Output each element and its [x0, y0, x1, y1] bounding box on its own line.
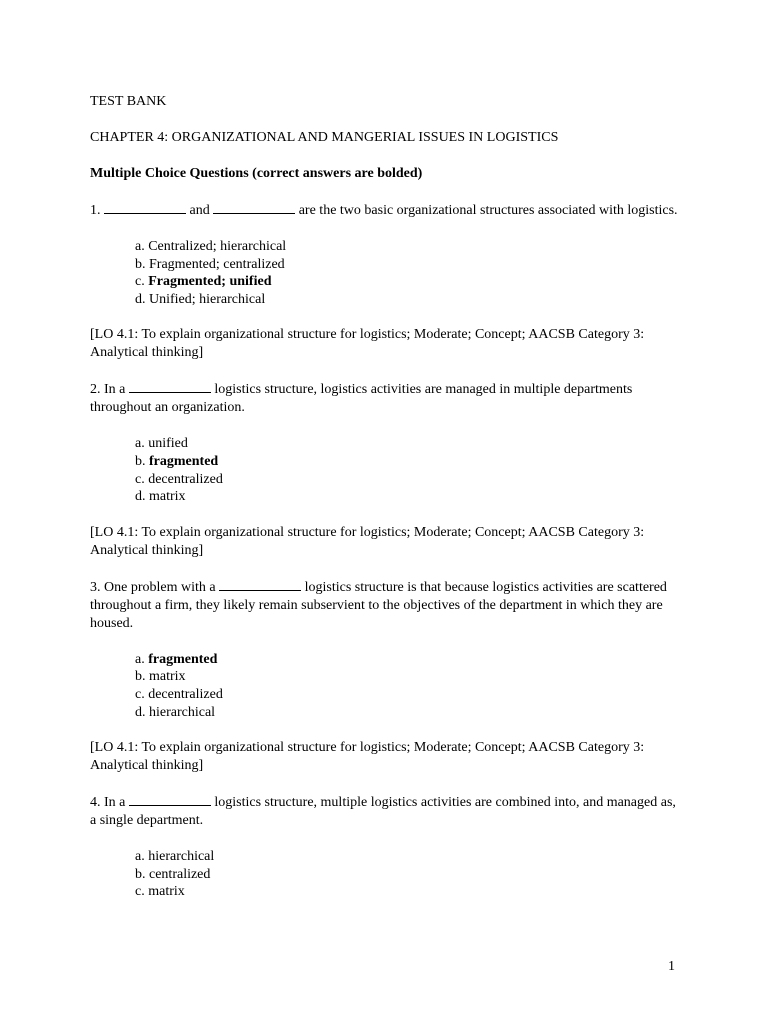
answer-blank	[129, 380, 211, 393]
option	[135, 435, 680, 453]
option-text: matrix	[149, 489, 186, 505]
question-number: 1.	[90, 203, 104, 218]
option-text: centralized	[149, 866, 211, 882]
correct-option	[135, 273, 680, 291]
question-text	[90, 201, 680, 220]
option-list	[90, 848, 680, 901]
option-list	[90, 651, 680, 721]
option	[135, 256, 680, 274]
option-text: decentralized	[148, 471, 223, 487]
option	[135, 704, 680, 722]
option-letter: d.	[135, 489, 149, 505]
option-text: hierarchical	[148, 849, 215, 865]
option-letter: c.	[135, 686, 149, 702]
option-list	[90, 238, 680, 308]
option-text: unified	[148, 436, 188, 452]
option-text: decentralized	[148, 686, 223, 702]
option	[135, 291, 680, 309]
option-text: Unified; hierarchical	[149, 291, 266, 307]
question-block	[90, 380, 680, 577]
question-text-part: In a	[104, 382, 129, 398]
option-letter: d.	[135, 704, 149, 720]
option-letter: a.	[135, 239, 149, 254]
correct-option	[135, 453, 680, 471]
question-text-part: are the two basic organizational structures associated with logistics.	[295, 203, 678, 218]
option	[135, 668, 680, 686]
option	[135, 238, 680, 256]
question-text-part: and	[186, 203, 214, 218]
option-letter: b.	[135, 453, 149, 469]
option-letter: c.	[135, 471, 149, 487]
option-letter: a.	[135, 849, 149, 865]
option-letter: c.	[135, 884, 149, 900]
learning-objective: [LO 4.1: To explain organizational structure for logistics; Moderate; Concept; AACSB Category 3: Analytical thinking]	[90, 740, 645, 774]
question-text	[90, 578, 680, 633]
option-text: matrix	[148, 884, 185, 900]
option	[135, 866, 680, 884]
question-text-part: In a	[104, 795, 129, 811]
answer-blank	[219, 578, 301, 591]
question-text	[90, 380, 680, 417]
question-text	[90, 793, 680, 830]
option-list	[90, 435, 680, 505]
option-letter: b.	[135, 866, 149, 882]
question-text-part: logistics structure is that because logistics activities are scattered throughout a firm, they likely remain subservient to the objectives of the department in which they are housed.	[90, 579, 667, 631]
question-number: 4.	[90, 795, 104, 811]
option-text: fragmented	[148, 651, 218, 667]
answer-blank	[213, 201, 295, 214]
option-text: Fragmented; centralized	[149, 256, 285, 272]
option-letter: d.	[135, 291, 149, 307]
question-number: 2.	[90, 382, 104, 398]
learning-objective: [LO 4.1: To explain organizational structure for logistics; Moderate; Concept; AACSB Category 3: Analytical thinking]	[90, 524, 645, 558]
option	[135, 686, 680, 704]
chapter-title: CHAPTER 4: ORGANIZATIONAL AND MANGERIAL ISSUES IN LOGISTICS	[90, 130, 559, 145]
option-text: matrix	[149, 669, 186, 685]
option-text: Centralized; hierarchical	[148, 239, 287, 254]
document-title: TEST BANK	[90, 94, 167, 109]
question-block	[90, 201, 680, 380]
answer-blank	[104, 201, 186, 214]
option-letter: b.	[135, 669, 149, 685]
option-text: Fragmented; unified	[148, 274, 272, 290]
option-text: fragmented	[149, 453, 219, 469]
page-content	[90, 93, 680, 901]
learning-objective: [LO 4.1: To explain organizational structure for logistics; Moderate; Concept; AACSB Category 3: Analytical thinking]	[90, 327, 645, 361]
question-number: 3.	[90, 579, 104, 595]
option-letter: c.	[135, 274, 149, 290]
question-list	[90, 201, 680, 901]
question-text-part: logistics structure, logistics activities are managed in multiple departments throughout an organization.	[90, 382, 633, 416]
option-letter: b.	[135, 256, 149, 272]
question-block	[90, 578, 680, 793]
option-text: hierarchical	[149, 704, 216, 720]
option-letter: a.	[135, 651, 149, 667]
question-block	[90, 793, 680, 901]
page-number: 1	[668, 959, 675, 974]
option-letter: a.	[135, 436, 149, 452]
correct-option	[135, 651, 680, 669]
question-text-part: logistics structure, multiple logistics activities are combined into, and managed as, a single department.	[90, 795, 676, 829]
question-text-part: One problem with a	[104, 579, 220, 595]
option	[135, 471, 680, 489]
answer-blank	[129, 793, 211, 806]
option	[135, 488, 680, 506]
section-title: Multiple Choice Questions (correct answers are bolded)	[90, 166, 423, 181]
option	[135, 883, 680, 901]
option	[135, 848, 680, 866]
